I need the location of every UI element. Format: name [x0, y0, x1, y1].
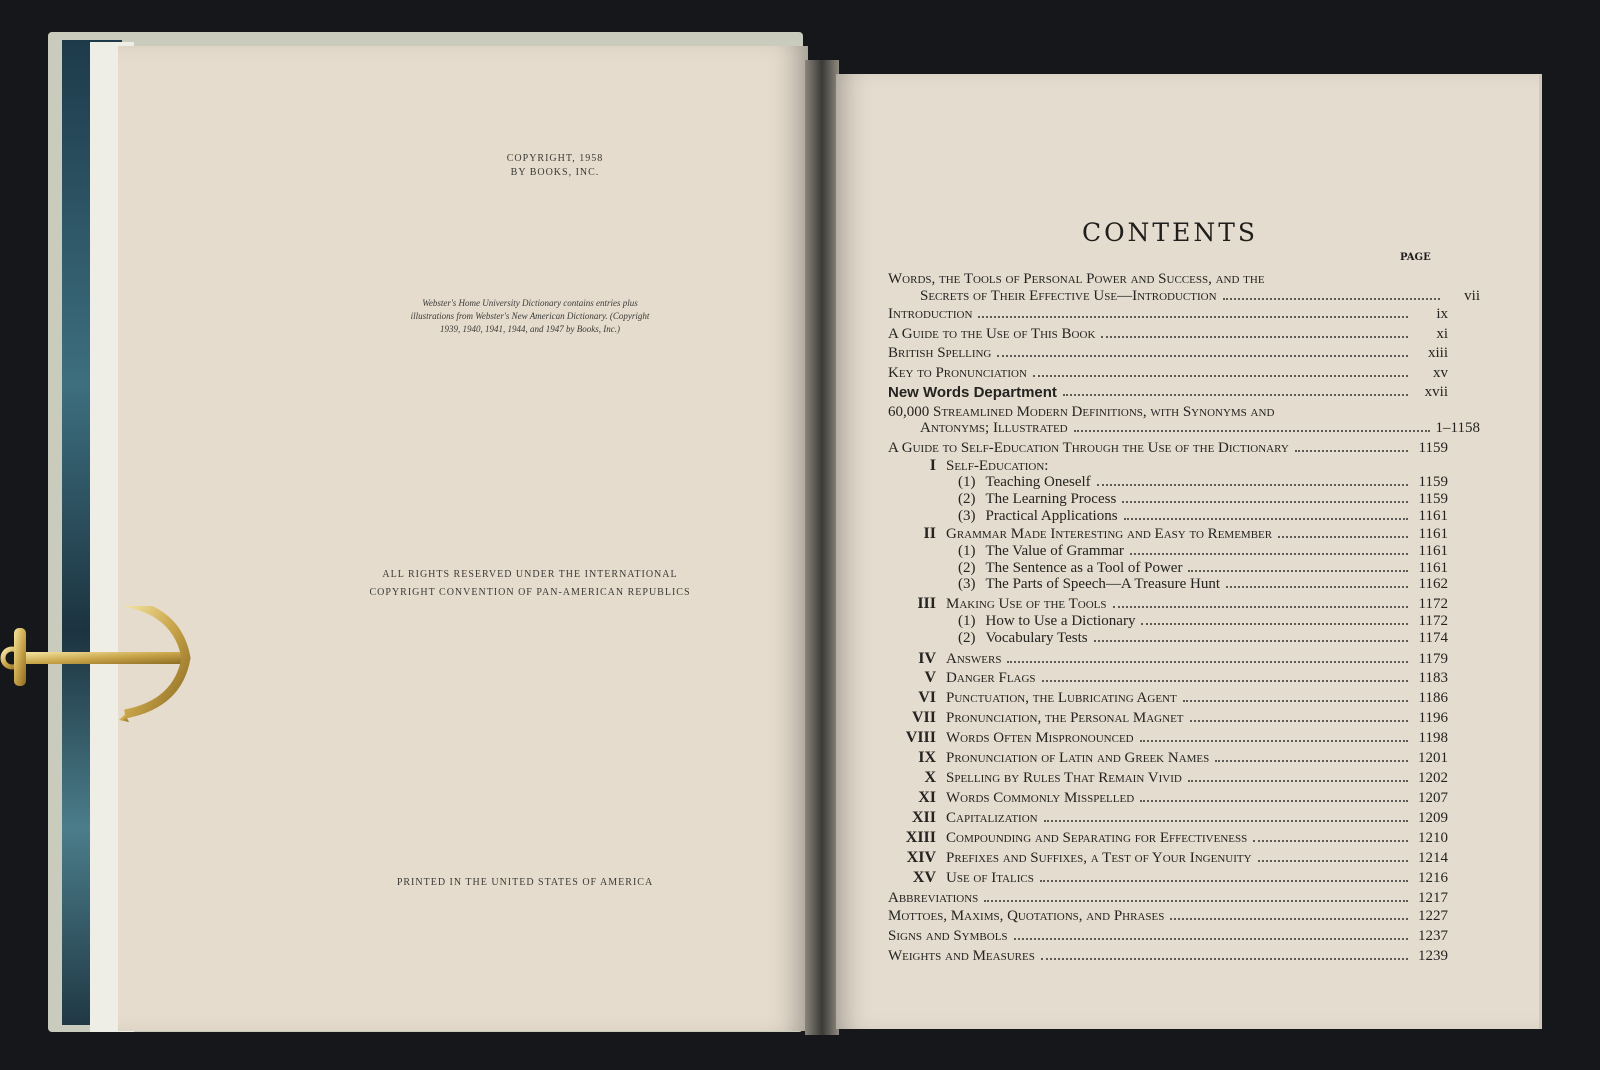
- toc-entry-numeral: VIII: [905, 729, 936, 746]
- toc-entry: [888, 687, 1448, 707]
- toc-entry-label: Mottoes, Maxims, Quotations, and Phrases: [888, 908, 1165, 924]
- toc-dot-leader: [1014, 938, 1408, 940]
- toc-entry: [888, 417, 1480, 437]
- toc-entry-page: 1172: [1418, 596, 1448, 612]
- toc-entry-label: Compounding and Separating for Effectiveness: [946, 830, 1248, 846]
- toc-entry-page: 1159: [1418, 491, 1448, 507]
- toc-entry-page: 1196: [1418, 710, 1448, 726]
- toc-entry-page: 1201: [1418, 750, 1448, 766]
- toc-entry-label: Practical Applications: [985, 508, 1118, 524]
- toc-entry: [888, 342, 1448, 362]
- toc-entry-page: 1161: [1418, 526, 1448, 542]
- toc-entry-label: Weights and Measures: [888, 948, 1035, 964]
- toc-entry-index: (3): [958, 508, 976, 524]
- toc-entry-numeral: II: [923, 525, 936, 542]
- toc-entry: [888, 648, 1448, 668]
- toc-entry-numeral: XI: [918, 789, 936, 806]
- dictionary-note: Webster's Home University Dictionary contains entries plus illustrations from Webster's New American Dictionary. (Copyright 1939, 1940, 1941, 1944, and 1947 by Books, Inc.): [410, 298, 650, 334]
- toc-entry: [888, 707, 1448, 727]
- toc-entry-page: 1179: [1418, 651, 1448, 667]
- toc-entry: [888, 573, 1448, 593]
- toc-entry: [888, 627, 1448, 647]
- toc-entry: [888, 787, 1448, 807]
- toc-entry-label: How to Use a Dictionary: [985, 613, 1136, 629]
- toc-dot-leader: [1258, 860, 1408, 862]
- toc-entry: [888, 381, 1448, 401]
- toc-entry-page: xiii: [1427, 345, 1448, 361]
- toc-entry-label: Words Commonly Misspelled: [946, 790, 1135, 806]
- toc-entry-numeral: I: [929, 457, 936, 474]
- toc-entry-label: Signs and Symbols: [888, 928, 1008, 944]
- toc-dot-leader: [1130, 553, 1408, 555]
- toc-dot-leader: [1170, 918, 1408, 920]
- toc-entry-label: Words Often Mispronounced: [946, 730, 1134, 746]
- toc-entry-label: Antonyms; Illustrated: [920, 420, 1068, 436]
- toc-entry-label: Punctuation, the Lubricating Agent: [946, 690, 1177, 706]
- toc-entry-label: Secrets of Their Effective Use—Introduction: [920, 288, 1217, 304]
- toc-entry-numeral: V: [924, 669, 936, 686]
- toc-entry: [888, 887, 1448, 907]
- toc-entry-page: 1214: [1418, 850, 1448, 866]
- toc-entry-label: Self-Education:: [946, 458, 1049, 474]
- toc-dot-leader: [1295, 450, 1408, 452]
- toc-entry-page: 1237: [1418, 928, 1448, 944]
- toc-dot-leader: [1188, 780, 1408, 782]
- toc-entry-page: ix: [1436, 306, 1448, 322]
- toc-dot-leader: [1183, 700, 1408, 702]
- publisher-line: BY BOOKS, INC.: [510, 167, 600, 178]
- toc-dot-leader: [1122, 501, 1408, 503]
- toc-entry-label: Teaching Oneself: [985, 474, 1091, 490]
- toc-entry: [888, 437, 1448, 457]
- toc-entry-label: Prefixes and Suffixes, a Test of Your Ingenuity: [946, 850, 1252, 866]
- toc-entry-index: (1): [958, 613, 976, 629]
- toc-dot-leader: [1040, 880, 1408, 882]
- toc-entry-numeral: VI: [918, 689, 936, 706]
- toc-entry: [888, 945, 1448, 965]
- toc-entry-page: 1161: [1418, 560, 1448, 576]
- copyright-block: [440, 152, 670, 180]
- toc-entry-numeral: VII: [911, 709, 936, 726]
- toc-entry-page: xvii: [1424, 384, 1448, 400]
- toc-dot-leader: [1226, 586, 1408, 588]
- toc-entry: [888, 303, 1448, 323]
- contents-title: CONTENTS: [1081, 218, 1259, 247]
- toc-entry-label: The Learning Process: [985, 491, 1117, 507]
- printed-notice: PRINTED IN THE UNITED STATES OF AMERICA: [396, 877, 654, 888]
- toc-dot-leader: [1190, 720, 1408, 722]
- toc-dot-leader: [1223, 298, 1440, 300]
- toc-entry-page: 1210: [1418, 830, 1448, 846]
- toc-entry-numeral: XV: [912, 869, 936, 886]
- toc-entry-label: Danger Flags: [946, 670, 1036, 686]
- toc-dot-leader: [1141, 623, 1408, 625]
- toc-entry: [888, 505, 1448, 525]
- toc-entry-label: Making Use of the Tools: [946, 596, 1107, 612]
- toc-entry-page: 1239: [1418, 948, 1448, 964]
- toc-entry: [888, 667, 1448, 687]
- toc-entry-numeral: III: [917, 595, 936, 612]
- toc-dot-leader: [1140, 740, 1408, 742]
- toc-entry-page: 1174: [1418, 630, 1448, 646]
- toc-dot-leader: [1044, 820, 1408, 822]
- toc-entry: [888, 362, 1448, 382]
- toc-entry-page: 1159: [1418, 474, 1448, 490]
- toc-entry-label: Pronunciation of Latin and Greek Names: [946, 750, 1210, 766]
- toc-entry-label: Spelling by Rules That Remain Vivid: [946, 770, 1182, 786]
- toc-dot-leader: [1041, 958, 1408, 960]
- toc-entry-page: 1183: [1418, 670, 1448, 686]
- toc-entry-numeral: XII: [911, 809, 936, 826]
- toc-entry-numeral: IV: [918, 650, 936, 667]
- toc-entry-page: xi: [1436, 326, 1448, 342]
- toc-dot-leader: [1113, 606, 1408, 608]
- toc-entry: [888, 767, 1448, 787]
- toc-entry-page: 1198: [1418, 730, 1448, 746]
- toc-dot-leader: [997, 355, 1408, 357]
- toc-entry-page: xv: [1433, 365, 1448, 381]
- toc-entry: [888, 807, 1448, 827]
- toc-entry-index: (3): [958, 576, 976, 592]
- toc-dot-leader: [1253, 840, 1408, 842]
- toc-entry-label: Key to Pronunciation: [888, 365, 1027, 381]
- toc-entry-page: 1162: [1418, 576, 1448, 592]
- toc-dot-leader: [1101, 336, 1408, 338]
- toc-entry-page: 1202: [1418, 770, 1448, 786]
- toc-entry-page: 1207: [1418, 790, 1448, 806]
- toc-entry-page: 1217: [1418, 890, 1448, 906]
- toc-entry: [888, 827, 1448, 847]
- toc-entry: [888, 925, 1448, 945]
- toc-dot-leader: [1074, 430, 1430, 432]
- toc-dot-leader: [1097, 484, 1408, 486]
- toc-entry-label: Abbreviations: [888, 890, 979, 906]
- toc-dot-leader: [1063, 394, 1408, 396]
- toc-entry-page: 1–1158: [1435, 420, 1480, 436]
- toc-entry-page: 1209: [1418, 810, 1448, 826]
- toc-entry-label: Grammar Made Interesting and Easy to Remember: [946, 526, 1273, 542]
- toc-entry-label: A Guide to Self-Education Through the Use of the Dictionary: [888, 440, 1289, 456]
- toc-entry-label: Pronunciation, the Personal Magnet: [946, 710, 1184, 726]
- toc-dot-leader: [1033, 375, 1408, 377]
- toc-entry-page: 1216: [1418, 870, 1448, 886]
- rights-notice: ALL RIGHTS RESERVED UNDER THE INTERNATIONAL COPYRIGHT CONVENTION OF PAN-AMERICAN REPUBLICS: [369, 569, 691, 598]
- anchor-bookmark-icon: [0, 606, 215, 736]
- toc-dot-leader: [984, 900, 1408, 902]
- toc-entry-page: 1172: [1418, 613, 1448, 629]
- toc-entry-label: 60,000 Streamlined Modern Definitions, with Synonyms and: [888, 404, 1275, 420]
- toc-entry-label: The Value of Grammar: [985, 543, 1124, 559]
- toc-entry: [888, 285, 1480, 305]
- toc-entry-label: Vocabulary Tests: [985, 630, 1088, 646]
- page-column-header: PAGE: [1400, 252, 1431, 263]
- toc-entry: [888, 323, 1448, 343]
- toc-entry: [888, 847, 1448, 867]
- toc-entry-page: 1161: [1418, 508, 1448, 524]
- toc-entry: [888, 727, 1448, 747]
- toc-entry-label: The Sentence as a Tool of Power: [985, 560, 1183, 576]
- toc-entry-index: (2): [958, 630, 976, 646]
- toc-entry: [888, 747, 1448, 767]
- toc-entry-index: (1): [958, 543, 976, 559]
- toc-entry-index: (2): [958, 491, 976, 507]
- toc-dot-leader: [1188, 570, 1408, 572]
- toc-entry-label: A Guide to the Use of This Book: [888, 326, 1096, 342]
- toc-entry-label: Introduction: [888, 306, 973, 322]
- toc-entry-page: 1161: [1418, 543, 1448, 559]
- toc-dot-leader: [1140, 800, 1408, 802]
- toc-dot-leader: [1007, 661, 1408, 663]
- toc-entry-page: vii: [1464, 288, 1480, 304]
- toc-entry-numeral: IX: [918, 749, 936, 766]
- toc-dot-leader: [1042, 680, 1408, 682]
- toc-entry-label: The Parts of Speech—A Treasure Hunt: [985, 576, 1221, 592]
- toc-entry-page: 1227: [1418, 908, 1448, 924]
- toc-entry-page: 1159: [1418, 440, 1448, 456]
- toc-entry-numeral: XIII: [905, 829, 936, 846]
- toc-entry-numeral: X: [924, 769, 936, 786]
- copyright-line: COPYRIGHT, 1958: [506, 153, 604, 164]
- toc-dot-leader: [1094, 640, 1408, 642]
- toc-entry-label: Capitalization: [946, 810, 1038, 826]
- toc-dot-leader: [1278, 536, 1408, 538]
- toc-dot-leader: [1124, 518, 1408, 520]
- toc-entry: [888, 905, 1448, 925]
- toc-entry-page: 1186: [1418, 690, 1448, 706]
- toc-entry-label: Use of Italics: [946, 870, 1034, 886]
- toc-entry-index: (1): [958, 474, 976, 490]
- toc-dot-leader: [978, 316, 1408, 318]
- toc-entry-label: New Words Department: [888, 384, 1057, 401]
- toc-entry-label: Words, the Tools of Personal Power and Success, and the: [888, 271, 1265, 287]
- toc-entry-numeral: XIV: [906, 849, 936, 866]
- toc-entry: [888, 867, 1448, 887]
- toc-entry-label: Answers: [946, 651, 1002, 667]
- book-gutter: [805, 60, 839, 1035]
- toc-entry-index: (2): [958, 560, 976, 576]
- toc-dot-leader: [1215, 760, 1408, 762]
- toc-entry-label: British Spelling: [888, 345, 992, 361]
